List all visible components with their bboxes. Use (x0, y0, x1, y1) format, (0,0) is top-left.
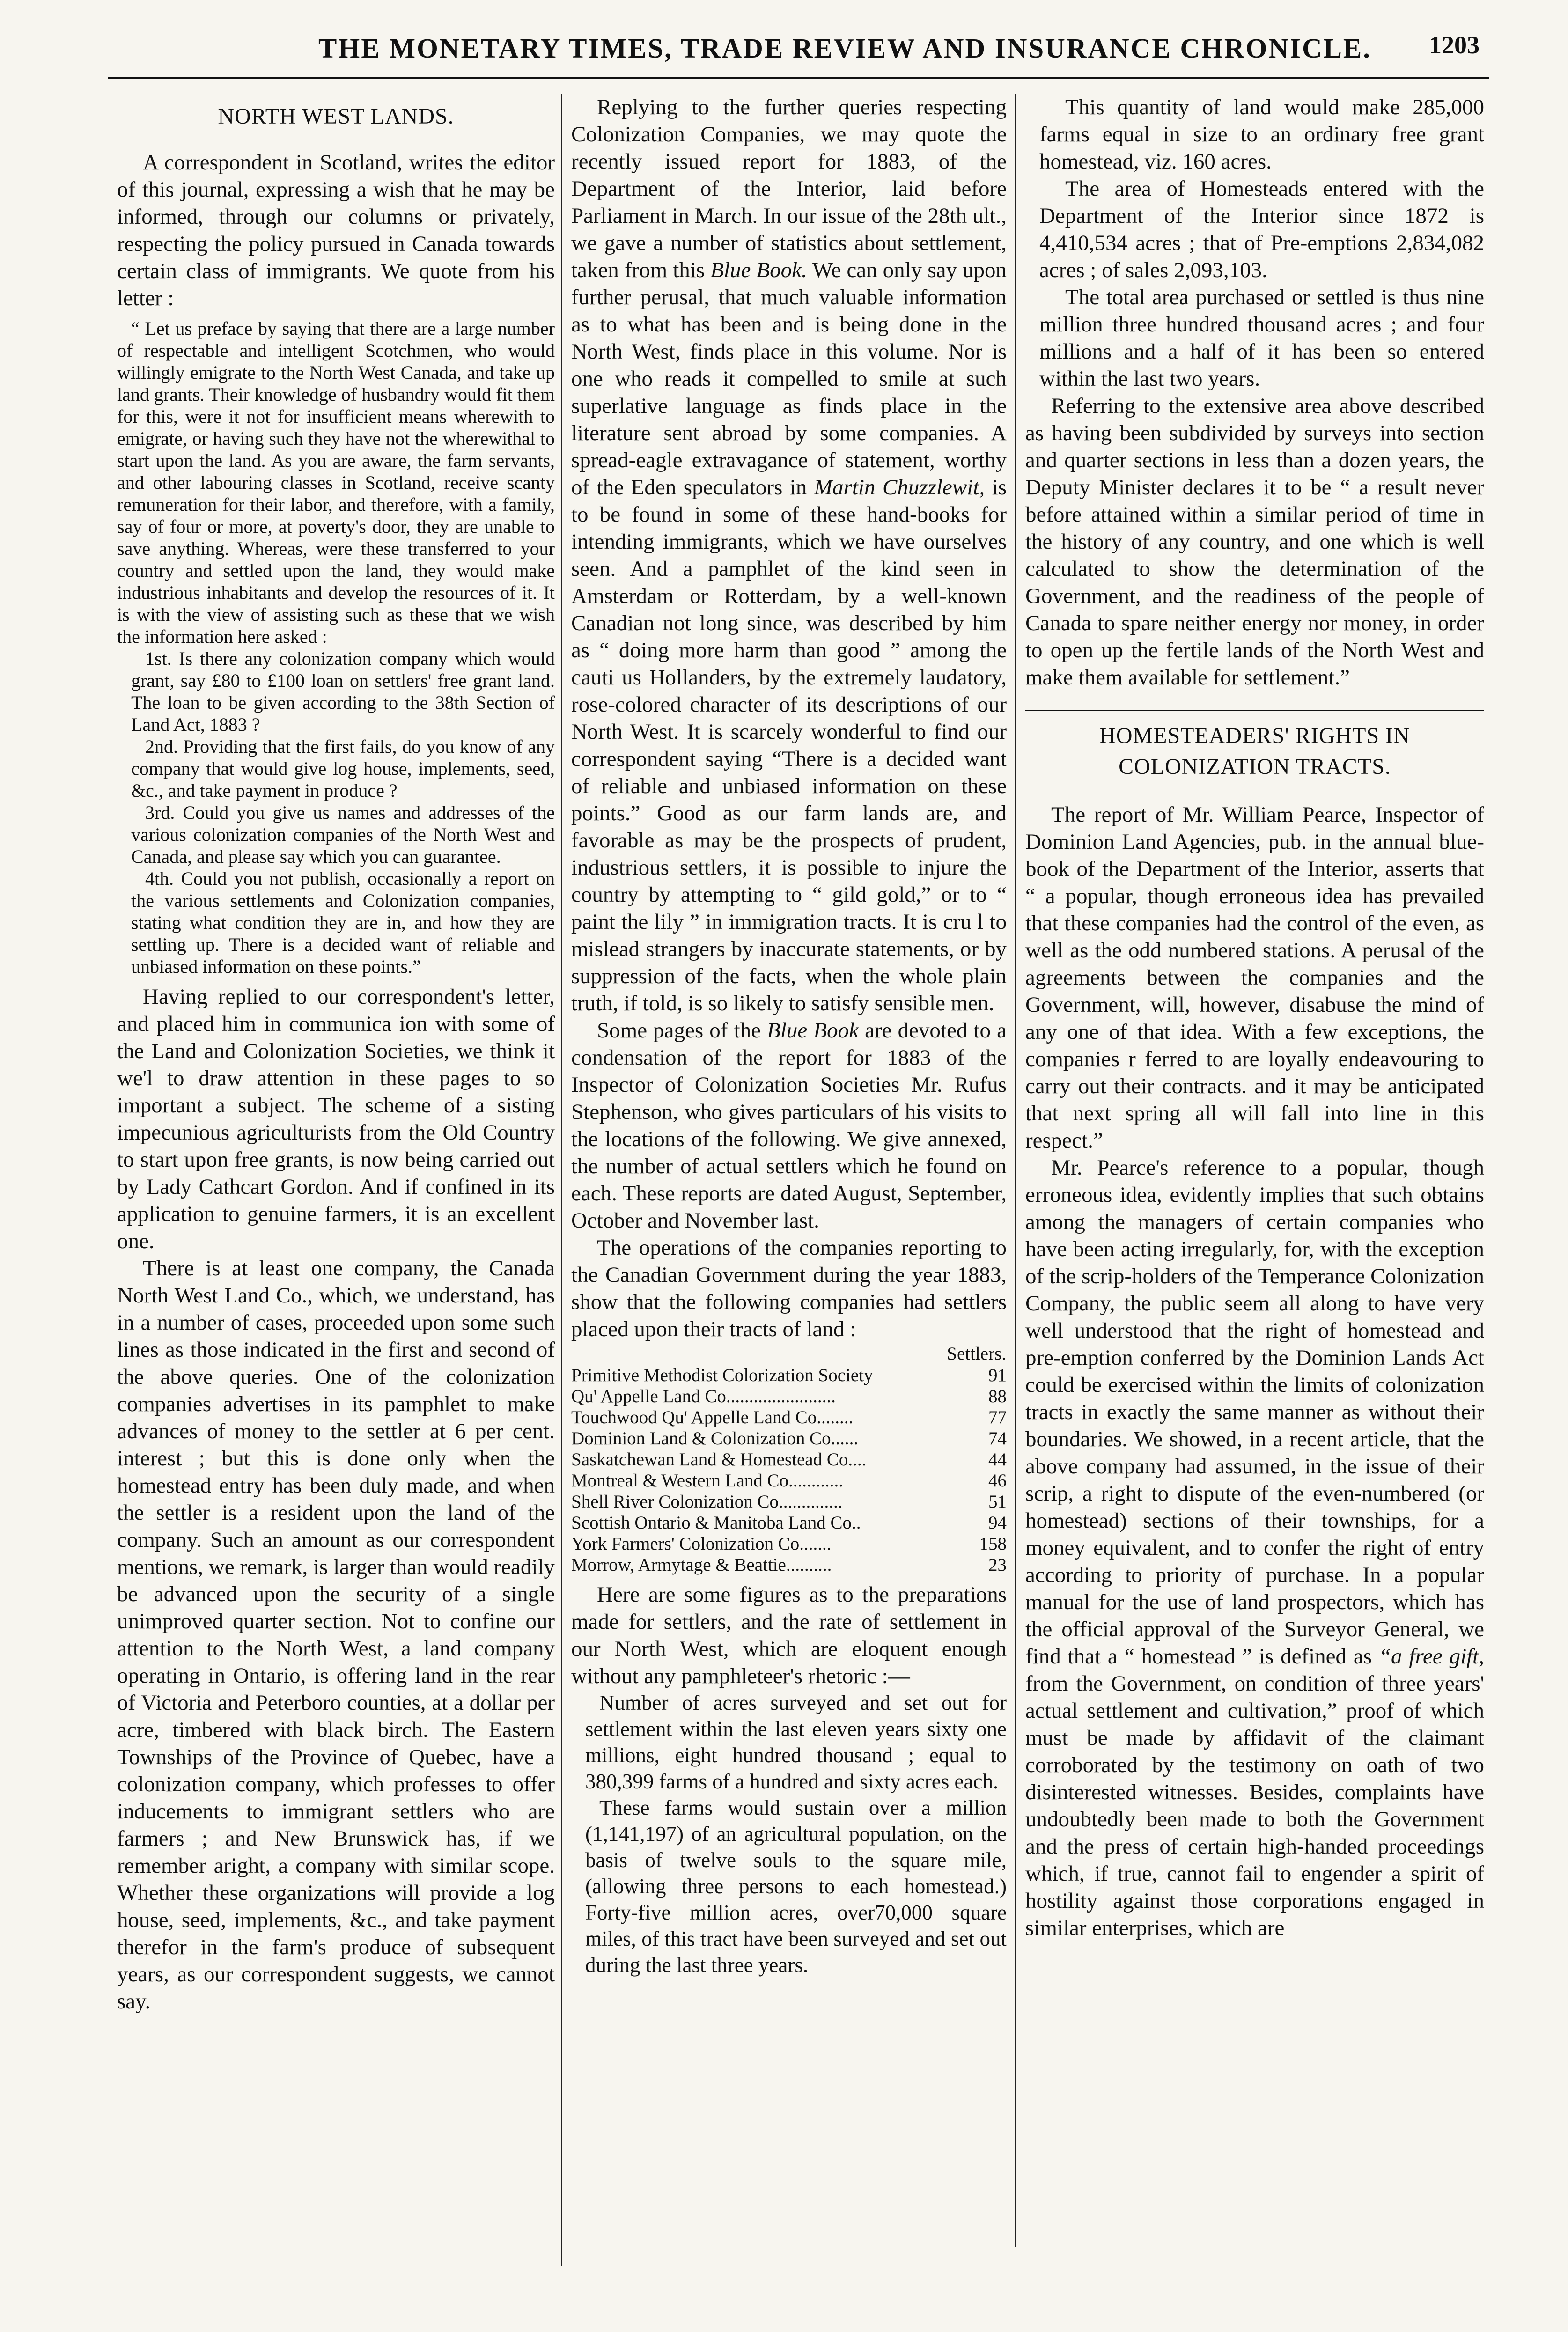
letter-quote (117, 317, 555, 978)
paragraph: Here are some figures as to the preparations made for settlers, and the rate of settlement in our North West, which are eloquent enough without any pamphleteer's rhetoric :— (571, 1582, 1007, 1688)
table-header: Settlers. (947, 1344, 1006, 1364)
column-divider (561, 94, 562, 2266)
company-name: Shell River Colonization Co.............. (571, 1492, 843, 1512)
page-header (108, 26, 1489, 79)
company-name: Primitive Methodist Colorization Society (571, 1365, 873, 1385)
paragraph: Replying to the further queries respecting Colonization Companies, we may quote the recently issued report for 1883, of the Department of the Interior, laid before Parliament in March. In our issue of the 28th ult., we gave a number of statistics about settlement, taken from this Blue Book. We can only say upon further perusal, that much valuable information as to what has been and is being done in the North West, finds place in this volume. Nor is one who reads it compelled to smile at such superlative language as finds place in the literature sent abroad by some companies. A spread-eagle extravagance of statement, worthy of the Eden speculators in Martin Chuzzlewit, is to be found in some of these hand-books for intending immigrants, which we have ourselves seen. And a pamphlet of the kind seen in Amsterdam or Rotterdam, by a well-known Canadian not long since, was described by him as “ doing more harm than good ” among the cauti us Hollanders, by the extremely laudatory, rose-colored character of its descriptions of our North West. It is scarcely wonderful to find our correspondent saying “There is a decided want of reliable and unbiased information on these points.” Good as our farm lands are, and favorable as may be the prospects of prudent, industrious settlers, it is possible to injure the country by attempting to “ gild gold,” or to “ paint the lily ” in immigration tracts. It is cru l to mislead strangers by inaccurate statements, or by suppression of the facts, when the whole plain truth, if told, is so likely to satisfy sensible men. (571, 95, 1007, 1015)
paragraph: The total area purchased or settled is thus nine million three hundred thousand acres ; and four millions and a half of it has been so entered within the last two years. (1039, 285, 1484, 391)
paragraph: A correspondent in Scotland, writes the editor of this journal, expressing a wish that he may be informed, through our columns or privately, respecting the policy pursued in Canada towards certain class of immigrants. We quote from his letter : (117, 150, 555, 310)
column-1 (117, 94, 555, 2294)
query-2: 2nd. Providing that the first fails, do you know of any company that would give log house, implements, seed, &c., and take payment in produce ? (131, 736, 555, 801)
paragraph: Referring to the extensive area above described as having been subdivided by surveys into section and quarter sections in less than a dozen years, the Deputy Minister declares it to be “ a result never before attained within a similar period of time in the history of any country, and one which is well calculated to show the determination of the Government, and the readiness of the people of Canada to spare neither energy nor money, in order to open up the fertile lands of the North West and make them available for settlement.” (1025, 394, 1484, 690)
italic-title: Martin Chuzzlewit, (814, 475, 985, 500)
column-3 (1025, 94, 1484, 2247)
settler-count: 77 (988, 1407, 1007, 1427)
settler-count: 91 (988, 1365, 1007, 1385)
company-name: Morrow, Armytage & Beattie.......... (571, 1555, 832, 1575)
paragraph: Having replied to our correspondent's letter, and placed him in communica ion with some of the Land and Colonization Societies, we think it we'l to draw attention in these pages to so important a subject. The scheme of a sisting impecunious agriculturists from the Old Country to start upon free grants, is now being carried out by Lady Cathcart Gordon. And if confined in its application to genuine farmers, it is an excellent one. (117, 985, 555, 1253)
table-row (571, 1407, 1007, 1428)
paragraph: This quantity of land would make 285,000 farms equal in size to an ordinary free grant homestead, viz. 160 acres. (1039, 95, 1484, 174)
table-row (571, 1554, 1007, 1575)
query-3: 3rd. Could you give us names and addresses of the various colonization companies of the North West and Canada, and please say which you can guarantee. (131, 802, 555, 867)
settler-count: 74 (988, 1428, 1007, 1449)
company-name: Saskatchewan Land & Homestead Co.... (571, 1449, 867, 1470)
italic-title: Blue Book (767, 1018, 859, 1043)
column-divider (1015, 94, 1016, 2247)
settler-count: 44 (988, 1449, 1007, 1470)
company-name: Qu' Appelle Land Co........................ (571, 1386, 836, 1406)
statistics-block (571, 1690, 1007, 1978)
settler-count: 88 (988, 1386, 1007, 1406)
column-2 (571, 94, 1007, 2247)
settler-count: 46 (988, 1471, 1007, 1491)
paragraph: Some pages of the Blue Book are devoted to a condensation of the report for 1883 of the Inspector of Colonization Societies Mr. Rufus Stephenson, who gives particulars of his visits to the locations of the following. We give annexed, the number of actual settlers which he found on each. These reports are dated August, September, October and November last. (571, 1018, 1007, 1233)
settlers-table (571, 1343, 1007, 1575)
italic-title: Blue Book. (710, 258, 807, 282)
settler-count: 158 (979, 1534, 1007, 1554)
table-row (571, 1491, 1007, 1512)
settler-count: 94 (988, 1513, 1007, 1533)
article-heading-homesteaders-rights: HOMESTEADERS' RIGHTS IN COLONIZATION TRACTS. (1025, 710, 1484, 782)
paragraph: Number of acres surveyed and set out for settlement within the last eleven years sixty one millions, eight hundred thousand ; equal to 380,399 farms of a hundred and sixty acres each. (585, 1691, 1007, 1793)
paragraph: The area of Homesteads entered with the Department of the Interior since 1872 is 4,410,534 acres ; that of Pre-emptions 2,834,082 acres ; of sales 2,093,103. (1039, 177, 1484, 282)
paragraph: The report of Mr. William Pearce, Inspector of Dominion Land Agencies, pub. in the annual blue-book of the Department of the Interior, asserts that “ a popular, though erroneous idea has prevailed that these companies had the control of the even, as well as the odd numbered stations. A perusal of the agreements between the companies and the Government, will, however, disabuse the mind of any one of that idea. With a few exceptions, the companies r ferred to are loyally endeavouring to carry out their contracts. and it may be anticipated that next spring all will fall into line in this respect.” (1025, 802, 1484, 1153)
paragraph: There is at least one company, the Canada North West Land Co., which, we understand, has in a number of cases, proceeded upon some such lines as those indicated in the first and second of the above queries. One of the colonization companies advertises in its pamphlet to make advances of money to the settler at 6 per cent. interest ; but this is done only when the homestead entry has been duly made, and when the settler is a resident upon the land of the company. Such an amount as our correspondent mentions, we remark, is larger than would readily be advanced upon the security of a single unimproved quarter section. Not to confine our attention to the North West, a land company operating in Ontario, is offering land in the rear of Victoria and Peterboro counties, at a dollar per acre, timbered with black birch. The Eastern Townships of the Province of Quebec, have a colonization company, which professes to offer inducements to immigrant settlers who are farmers ; and New Brunswick has, if we remember aright, a company with similar scope. Whether these organizations will provide a log house, seed, implements, &c., and take payment therefor in the farm's produce of subsequent years, as our correspondent suggests, we cannot say. (117, 1256, 555, 2014)
company-name: Dominion Land & Colonization Co...... (571, 1428, 859, 1449)
statistics-block-cont (1025, 94, 1484, 392)
settler-count: 51 (988, 1492, 1007, 1512)
quote-paragraph: “ Let us preface by saying that there are a large number of respectable and intelligent Scotchmen, who would willingly emigrate to the North West Canada, and take up land grants. Their knowledge of husbandry would fit them for this, were it not for insufficient means wherewith to emigrate, or having such they have not the wherewithal to start upon the land. As you are aware, the farm servants, and other labouring classes in Scotland, receive scanty remuneration for their labor, and therefore, with a family, say of four or more, at poverty's door, they are unable to save anything. Whereas, were these transferred to your country and settled upon the land, they would make industrious inhabitants and develop the resources of it. It is with the view of assisting such as these that we wish the information here asked : (117, 318, 555, 647)
italic-phrase: “a free gift, (1378, 1644, 1484, 1669)
table-row (571, 1512, 1007, 1533)
page-number: 1203 (1429, 31, 1480, 59)
paragraph: These farms would sustain over a million (1,141,197) of an agricultural population, on the basis of twelve souls to the square mile, (allowing three persons to each homestead.) Forty-five million acres, over70,000 square miles, of this tract have been surveyed and set out during the last three years. (585, 1796, 1007, 1977)
table-row (571, 1365, 1007, 1386)
company-name: Touchwood Qu' Appelle Land Co........ (571, 1407, 854, 1427)
table-row (571, 1470, 1007, 1491)
table-row (571, 1386, 1007, 1407)
company-name: Scottish Ontario & Manitoba Land Co.. (571, 1513, 861, 1533)
paragraph: The operations of the companies reporting to the Canadian Government during the year 1883, show that the following companies had settlers placed upon their tracts of land : (571, 1236, 1007, 1341)
query-4: 4th. Could you not publish, occasionally a report on the various settlements and Colonization companies, stating what condition they are in, and how they are settling up. There is a decided want of reliable and unbiased information on these points.” (131, 868, 555, 977)
table-row (571, 1449, 1007, 1470)
settler-count: 23 (988, 1555, 1007, 1575)
paragraph: Mr. Pearce's reference to a popular, though erroneous idea, evidently implies that such obtains among the managers of certain companies who have been acting irregularly, for, with the exception of the scrip-holders of the Temperance Colonization Company, the public seem all along to have very well understood that the right of homestead and pre-emption conferred by the Dominion Lands Act could be exercised within the limits of colonization tracts in exactly the same manner as without their boundaries. We showed, in a recent article, that the above company had assumed, in the issue of their scrip, a right to dispute of the even-numbered (or homestead) sections of their townships, for a money equivalent, and to confer the right of entry according to priority of purchase. In a popular manual for the use of land prospectors, which has the official approval of the Surveyor General, we find that a “ homestead ” is defined as “a free gift, from the Government, on condition of three years' actual settlement and cultivation,” proof of which must be made by affidavit of the claimant corroborated by the testimony on oath of two disinterested witnesses. Besides, complaints have undoubtedly been made to both the Government and the press of certain high-handed proceedings which, if true, cannot fail to engender a spirit of hostility against those corporations engaged in similar enterprises, which are (1025, 1155, 1484, 1940)
company-name: Montreal & Western Land Co............ (571, 1471, 844, 1491)
query-1: 1st. Is there any colonization company which would grant, say £80 to £100 loan on settlers' free grant land. The loan to be given according to the 38th Section of Land Act, 1883 ? (131, 648, 555, 735)
table-row (571, 1428, 1007, 1449)
article-heading-north-west-lands: NORTH WEST LANDS. (218, 104, 454, 129)
publication-title: THE MONETARY TIMES, TRADE REVIEW AND INSURANCE CHRONICLE. (318, 33, 1372, 64)
company-name: York Farmers' Colonization Co....... (571, 1534, 832, 1554)
table-row (571, 1533, 1007, 1554)
